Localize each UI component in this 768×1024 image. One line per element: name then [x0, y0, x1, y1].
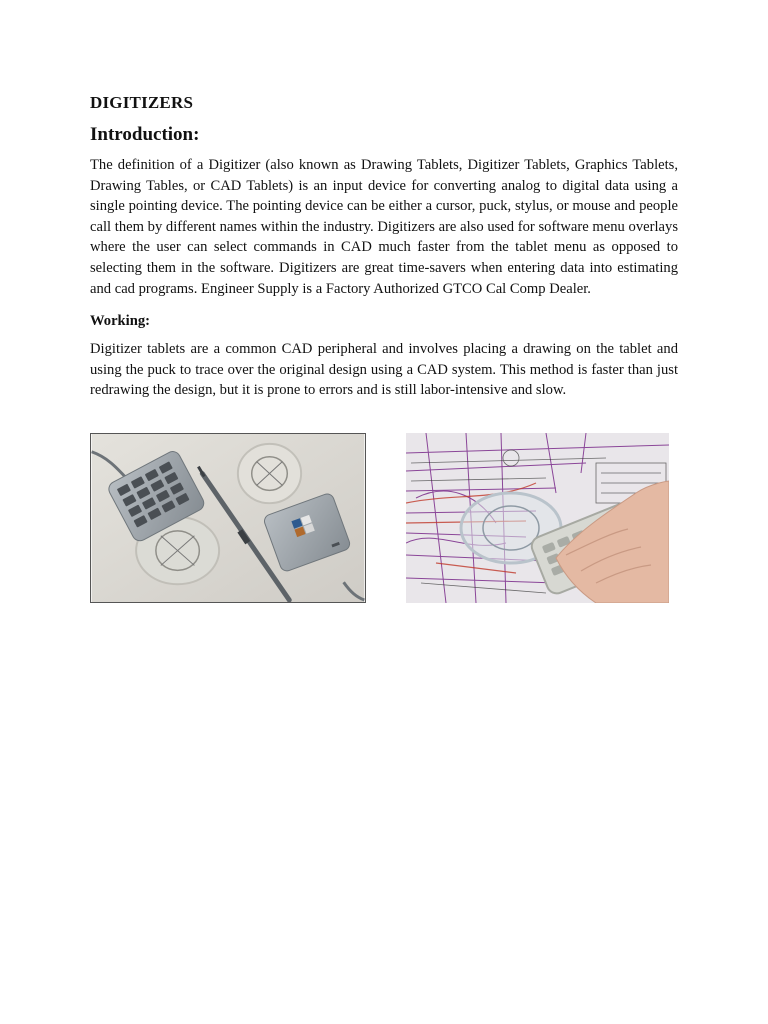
document-title: DIGITIZERS [90, 93, 194, 112]
document-body [90, 92, 678, 401]
introduction-paragraph: The definition of a Digitizer (also known as Drawing Tablets, Digitizer Tablets, Graphics Tablets, Drawing Tables, or CAD Tablets) is an input device for converting analog to digital data using a single pointing device. The pointing device can be either a cursor, puck, stylus, or mouse and people call them by different names within the industry. Digitizers are also used for software menu overlays where the user can select commands in CAD much faster from the tablet menu as opposed to selecting them in the software. Digitizers are great time-savers when entering data into estimating and cad programs. Engineer Supply is a Factory Authorized GTCO Cal Comp Dealer. [90, 157, 678, 297]
working-heading: Working: [90, 313, 151, 330]
digitizer-devices-image [90, 433, 366, 603]
introduction-heading: Introduction: [90, 124, 200, 145]
puck-on-drawing-image [406, 433, 669, 603]
figure-row [90, 433, 670, 605]
working-paragraph: Digitizer tablets are a common CAD peripheral and involves placing a drawing on the tablet and using the puck to trace over the original design using a CAD system. This method is faster than just redrawing the design, but it is prone to errors and is still labor-intensive and slow. [90, 341, 678, 399]
